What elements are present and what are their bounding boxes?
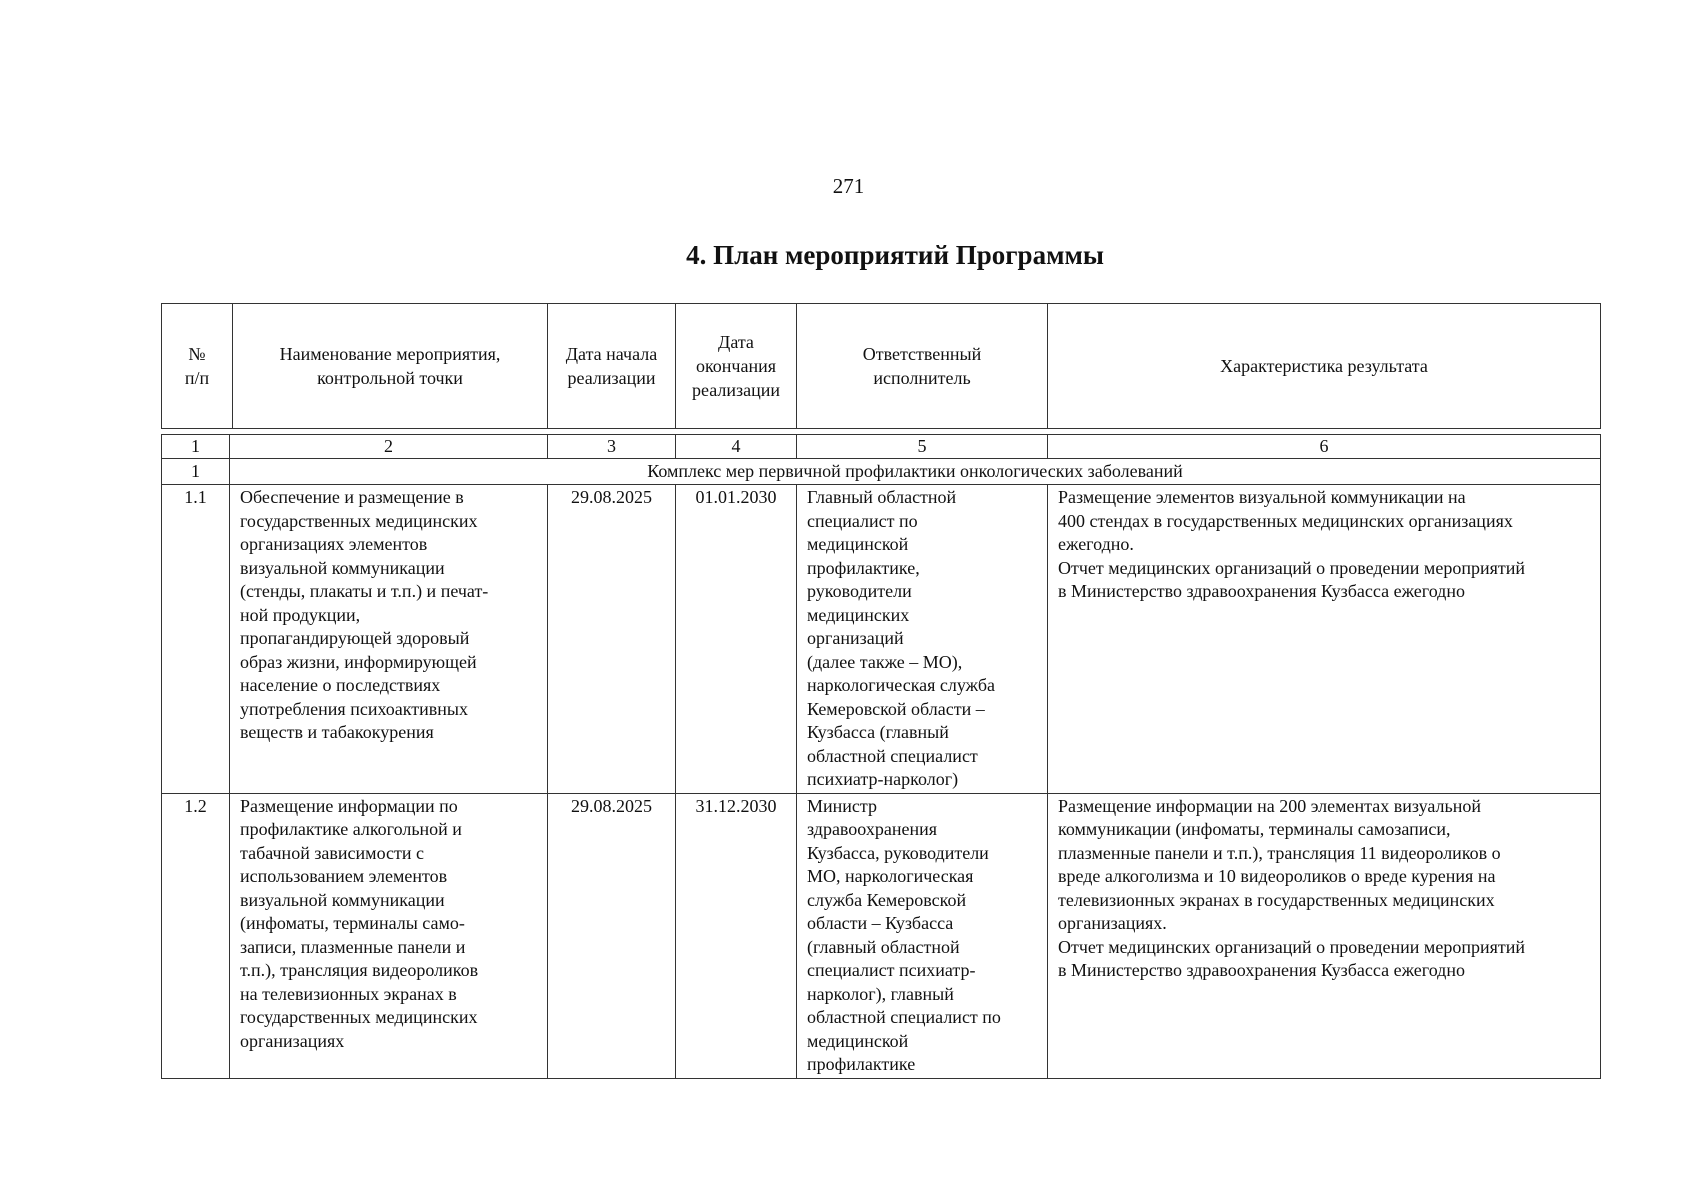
item-result: Размещение элементов визуальной коммуникации на 400 стендах в государственных медицинских организациях ежегодно. Отчет медицинских организаций о проведении мероприятий в Министерство здравоохранения Кузбасса ежегодно — [1048, 485, 1601, 794]
header-result: Характеристика результата — [1048, 304, 1601, 429]
column-number: 5 — [797, 435, 1048, 459]
item-name: Размещение информации по профилактике алкогольной и табачной зависимости с использованием элементов визуальной коммуникации (инфоматы, терминалы само- записи, плазменные панели и т.п.), трансляция видеороликов на телевизионных экранах в государственных медицинских организациях — [230, 793, 548, 1078]
table-row — [162, 485, 1601, 794]
item-number: 1.2 — [162, 793, 230, 1078]
section-row — [162, 459, 1601, 485]
page-number: 271 — [832, 174, 865, 198]
item-number: 1.1 — [162, 485, 230, 794]
column-number: 4 — [676, 435, 797, 459]
table-header — [161, 303, 1601, 429]
item-name: Обеспечение и размещение в государственных медицинских организациях элементов визуальной коммуникации (стенды, плакаты и т.п.) и печат- ной продукции, пропагандирующей здоровый образ жизни, информирующей население о последствиях употребления психоактивных веществ и табакокурения — [230, 485, 548, 794]
column-number: 6 — [1048, 435, 1601, 459]
header-event-name: Наименование мероприятия, контрольной точки — [233, 304, 548, 429]
column-number: 3 — [548, 435, 676, 459]
header-number: № п/п — [162, 304, 233, 429]
column-number: 2 — [230, 435, 548, 459]
item-result: Размещение информации на 200 элементах визуальной коммуникации (инфоматы, терминалы самозаписи, плазменные панели и т.п.), трансляция 11 видеороликов о вреде алкоголизма и 10 видеороликов о вреде курения на телевизионных экранах в государственных медицинских организациях. Отчет медицинских организаций о проведении мероприятий в Министерство здравоохранения Кузбасса ежегодно — [1048, 793, 1601, 1078]
section-number: 1 — [162, 459, 230, 485]
column-numbering-row — [162, 435, 1601, 459]
section-title: Комплекс мер первичной профилактики онкологических заболеваний — [230, 459, 1601, 485]
item-start-date: 29.08.2025 — [548, 485, 676, 794]
item-responsible: Главный областной специалист по медицинской профилактике, руководители медицинских организаций (далее также – МО), наркологическая служба Кемеровской области – Кузбасса (главный областной специалист психиатр-нарколог) — [797, 485, 1048, 794]
document-title: 4. План мероприятий Программы — [686, 240, 1104, 270]
item-end-date: 31.12.2030 — [676, 793, 797, 1078]
item-start-date: 29.08.2025 — [548, 793, 676, 1078]
table-row — [162, 793, 1601, 1078]
item-responsible: Министр здравоохранения Кузбасса, руководители МО, наркологическая служба Кемеровской области – Кузбасса (главный областной специалист психиатр- нарколог), главный областной специалист по медицинской профилактике — [797, 793, 1048, 1078]
plan-table — [161, 434, 1601, 1079]
column-number: 1 — [162, 435, 230, 459]
header-responsible: Ответственный исполнитель — [797, 304, 1048, 429]
item-end-date: 01.01.2030 — [676, 485, 797, 794]
header-end-date: Дата окончания реализации — [676, 304, 797, 429]
header-start-date: Дата начала реализации — [548, 304, 676, 429]
